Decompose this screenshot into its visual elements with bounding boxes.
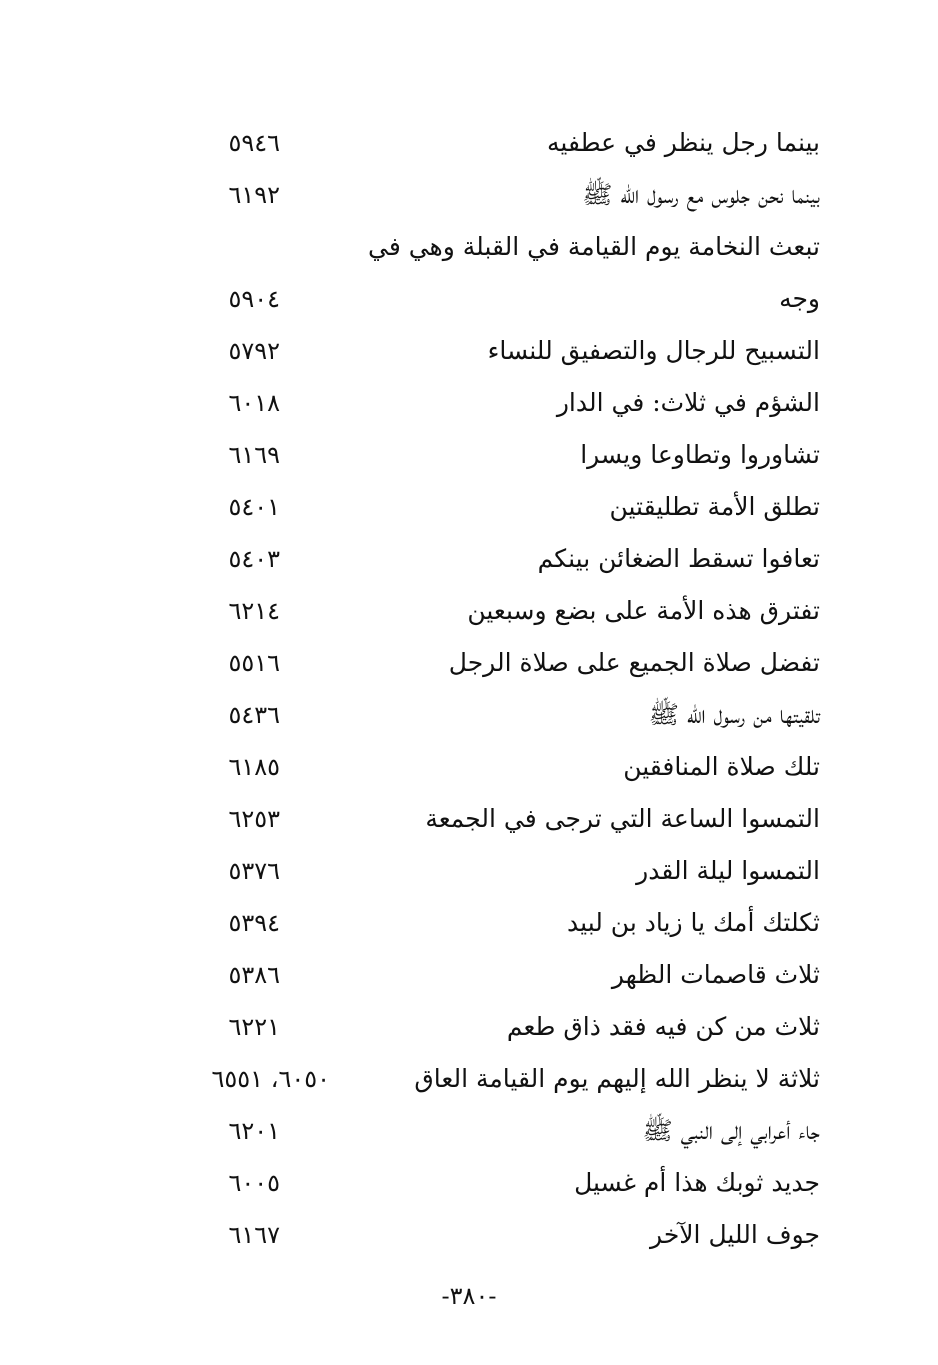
- entry-text: التمسوا ليلة القدر: [636, 856, 820, 885]
- entry-number: ٥٤٠٣: [228, 545, 280, 573]
- list-item: [0, 378, 938, 430]
- entry-text: الشؤم في ثلاث: في الدار: [556, 388, 820, 417]
- list-item: [0, 794, 938, 846]
- entry-number: ٦٢٠١: [228, 1117, 280, 1145]
- entry-number: ٦٢٥٣: [228, 805, 280, 833]
- list-item: [0, 118, 938, 170]
- entry-number: ٦١٩٢: [228, 181, 280, 209]
- entry-text: تعافوا تسقط الضغائن بينكم: [537, 544, 820, 573]
- entry-number: ٦٠١٨: [228, 389, 280, 417]
- entry-text: تبعث النخامة يوم القيامة في القبلة وهي في: [367, 232, 820, 261]
- list-item: [0, 274, 938, 326]
- entry-number: ٦٢١٤: [228, 597, 280, 625]
- list-item: [0, 742, 938, 794]
- list-item: [0, 690, 938, 742]
- list-item: [0, 846, 938, 898]
- entry-number: ٥٩٤٦: [228, 129, 280, 157]
- entry-text: بينما نحن جلوس مع رسول الله ﷺ: [582, 180, 820, 209]
- entry-number: ٦١٨٥: [228, 753, 280, 781]
- entry-text: تطلق الأمة تطليقتين: [609, 492, 820, 521]
- list-item: [0, 1054, 938, 1106]
- entry-number: ٦١٦٩: [228, 441, 280, 469]
- entry-text: جوف الليل الآخر: [650, 1220, 820, 1249]
- entry-number: ٦٠٠٥: [228, 1169, 280, 1197]
- entry-number: ٦١٦٧: [228, 1221, 280, 1249]
- list-item: [0, 638, 938, 690]
- entry-number: ٥٥١٦: [228, 649, 280, 677]
- list-item: [0, 430, 938, 482]
- entry-text: ثلاث قاصمات الظهر: [611, 960, 820, 989]
- entry-text: وجه: [779, 284, 820, 313]
- list-item: [0, 1158, 938, 1210]
- entry-text: ثلاثة لا ينظر الله إليهم يوم القيامة العاق: [414, 1064, 820, 1093]
- entry-text: جاء أعرابي إلى النبي ﷺ: [642, 1116, 820, 1145]
- entry-text: بينما رجل ينظر في عطفيه: [547, 128, 820, 157]
- list-item: [0, 326, 938, 378]
- list-item: [0, 898, 938, 950]
- entry-number: ٥٤٠١: [228, 493, 280, 521]
- list-item: [0, 482, 938, 534]
- entry-number: ٥٩٠٤: [228, 285, 280, 313]
- entry-text: تلقيتها من رسول الله ﷺ: [648, 700, 820, 729]
- list-item: [0, 170, 938, 222]
- entry-text: ثكلتك أمك يا زياد بن لبيد: [567, 908, 820, 937]
- entry-number: ٥٧٩٢: [228, 337, 280, 365]
- hadith-index-list: [0, 118, 938, 1262]
- entry-text: التمسوا الساعة التي ترجى في الجمعة: [425, 804, 820, 833]
- page-number: -٣٨٠-: [441, 1282, 497, 1310]
- list-item: [0, 222, 938, 274]
- entry-text: تفترق هذه الأمة على بضع وسبعين: [467, 596, 820, 625]
- entry-text: تلك صلاة المنافقين: [623, 752, 820, 781]
- entry-number: ٥٤٣٦: [228, 701, 280, 729]
- entry-text: جديد ثوبك هذا أم غسيل: [574, 1168, 820, 1197]
- list-item: [0, 950, 938, 1002]
- entry-text: ثلاث من كن فيه فقد ذاق طعم: [506, 1012, 820, 1041]
- entry-number: ٥٣٩٤: [228, 909, 280, 937]
- list-item: [0, 586, 938, 638]
- entry-number: ٥٣٧٦: [228, 857, 280, 885]
- list-item: [0, 1106, 938, 1158]
- entry-number: ٦٠٥٠، ٦٥٥١: [211, 1065, 330, 1093]
- entry-text: تشاوروا وتطاوعا ويسرا: [580, 440, 820, 469]
- list-item: [0, 534, 938, 586]
- entry-number: ٦٢٢١: [228, 1013, 280, 1041]
- entry-text: تفضل صلاة الجميع على صلاة الرجل: [448, 648, 820, 677]
- entry-number: ٥٣٨٦: [228, 961, 280, 989]
- list-item: [0, 1210, 938, 1262]
- entry-text: التسبيح للرجال والتصفيق للنساء: [487, 336, 820, 365]
- list-item: [0, 1002, 938, 1054]
